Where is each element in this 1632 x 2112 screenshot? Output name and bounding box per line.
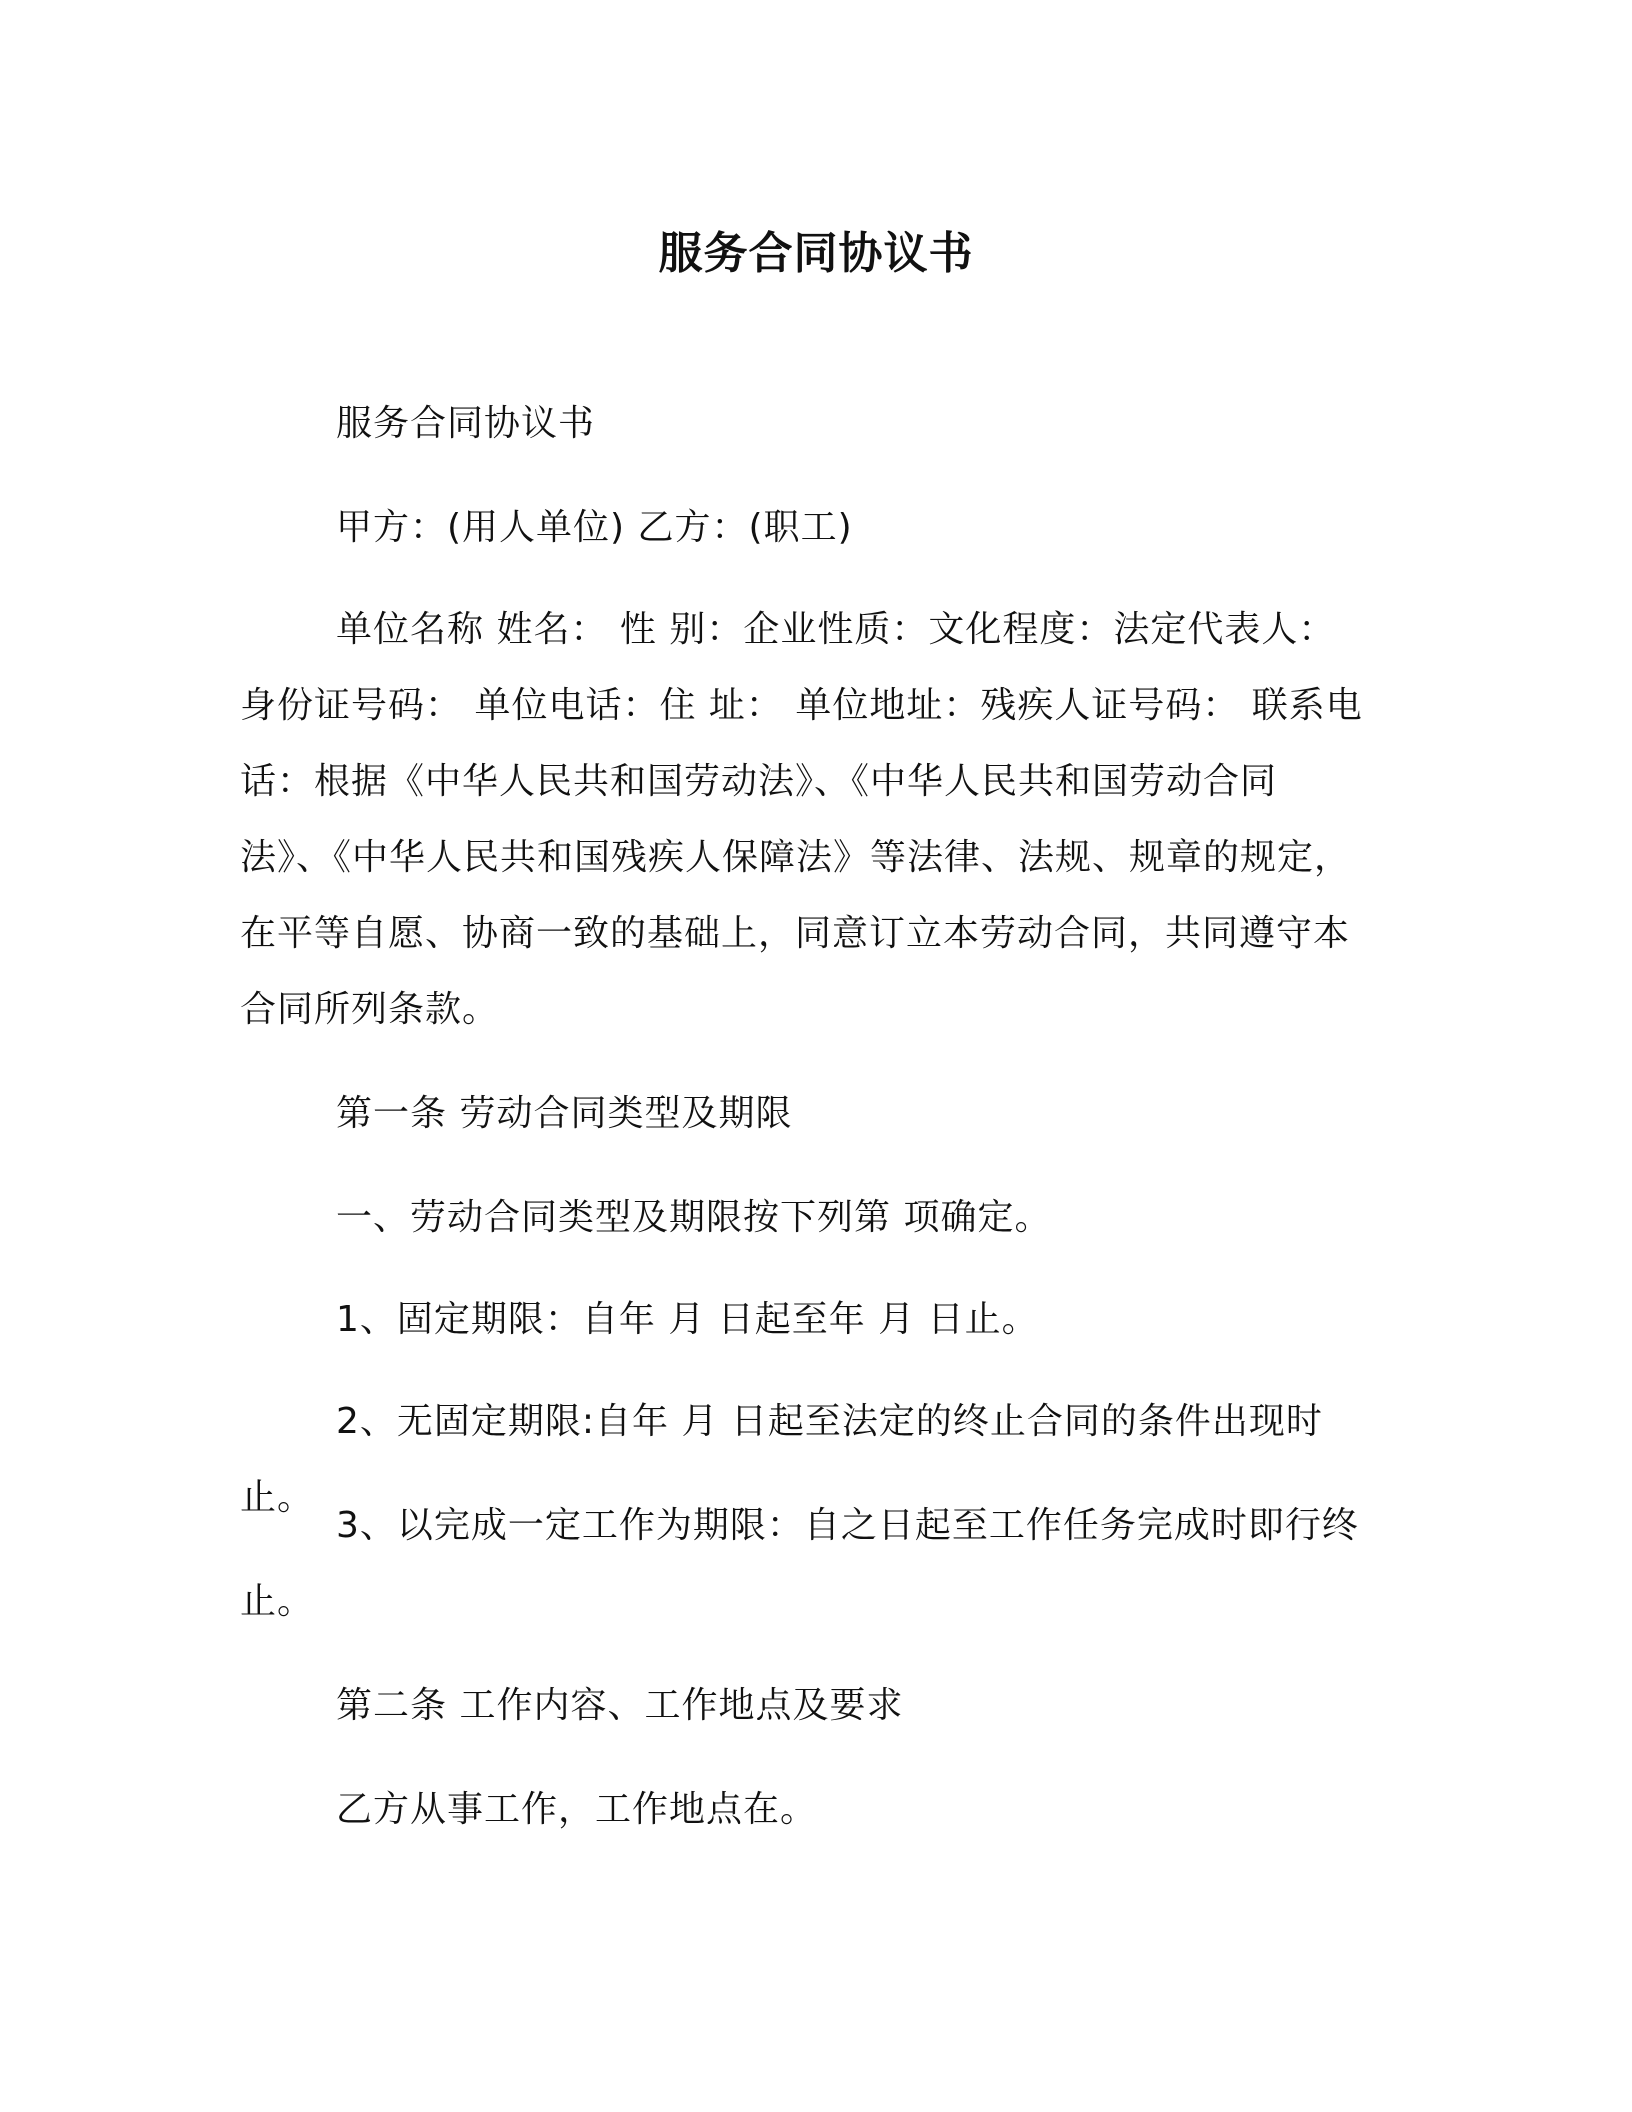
article-1-heading: 第一条 劳动合同类型及期限 [336,1093,793,1134]
article-2-content: 乙方从事工作，工作地点在。 [336,1789,818,1830]
article-2-heading: 第二条 工作内容、工作地点及要求 [336,1685,904,1726]
paragraph-heading: 服务合同协议书 [336,403,596,444]
paragraph-party-info: 单位名称 姓名： 性 别：企业性质：文化程度：法定代表人： 身份证号码： 单位电话：住 址： 单位地址：残疾人证号码： 联系电话：根据《中华人民共和国劳动法》、《中华人民共和国劳动合同法》、《中华人民共和国残疾人保障法》等法律、法规、规章的规定，在平等自愿、协商一致的基础上，同意订立本劳动合同，共同遵守本合同所列条款。 [240,609,1363,1030]
article-1-clause-intro: 一、劳动合同类型及期限按下列第 项确定。 [336,1197,1052,1238]
article-1-item-1: 1、固定期限：自年 月 日起至年 月 日止。 [336,1299,1039,1340]
document-title: 服务合同协议书 [658,228,974,279]
article-1-item-2: 2、无固定期限:自年 月 日起至法定的终止合同的条件出现时止。 [240,1401,1323,1518]
article-1-item-3: 3、以完成一定工作为期限：自之日起至工作任务完成时即行终止。 [240,1505,1359,1622]
paragraph-parties: 甲方：(用人单位) 乙方：(职工) [336,507,853,548]
